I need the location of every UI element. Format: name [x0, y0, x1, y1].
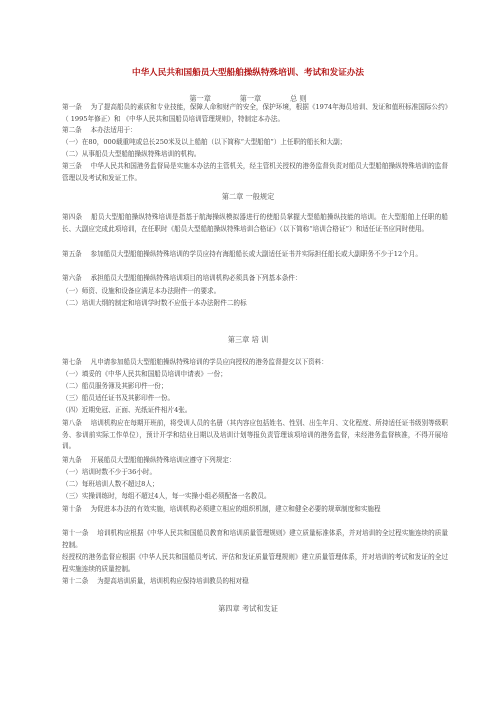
article-8: 第八条 培训机构应在每期开班前，将受训人员的名册（其内容应包括姓名、性别、出生年月、文化程度、所持适任证书级别等级职务、参训前实际工作单位），预计开学和结业日期以及培训计划等报负责管理该项培训的港务监督，未经港务监督核准，不得开展培训。	[62, 419, 448, 450]
article-9-item-1: （一）培训时数不少于36小时。	[62, 468, 157, 476]
article-7-item-4: （四）近期免冠、正面、光纸证件相片4张。	[62, 406, 192, 414]
article-11-paragraph-2: 经授权的港务监督应根据《中华人民共和国船员考试、评估和发证质量管理规则》建立质量管理体系，并对培训的考试和发证的全过程实施连续的质量控制。	[62, 553, 448, 573]
article-7-item-3: （三）船员适任证书及其影印件一份。	[62, 394, 175, 402]
article-2-item-1: （一）在80，000载重吨或总长250米及以上船舶（以下简称“大型船舶”）上任职的船长和大副；	[62, 138, 347, 146]
article-2-item-2: （二）从事船员大型船舶操纵特殊培训的机构。	[62, 150, 201, 158]
article-2: 第二条 本办法适用于：	[62, 126, 137, 134]
article-12: 第十二条 为提高培训质量，培训机构应保持培训教员的相对稳	[62, 577, 249, 585]
article-1: 第一条 为了提高船员的素质和专业技能，保障人命和财产的安全，保护环境，根据《1974年海员培训、发证和值班标准国际公约》（ 1995年修正）和 《中华人民共和国船员培训管理规则》，特制定本办法。	[62, 103, 448, 123]
article-7-item-2: （二）船员服务簿及其影印件一份；	[62, 382, 168, 390]
article-6-item-1: （一）师资、设施和设备应满足本办法附件一的要求。	[62, 287, 221, 295]
chapter-1-heading: 第一章 第一章 总 则	[189, 94, 307, 103]
article-4: 第四条 船员大型船舶操纵特殊培训是指基于航海操纵模拟器进行的使船员掌握大型船舶操纵技能的培训。在大型船舶上任职的船长、大副应完成此项培训，在任职时《船员大型船舶操纵特殊培训合格证》（以下简称“培训合格证”）和适任证书应同时使用。	[62, 213, 448, 233]
article-11: 第十一条 培训机构应根据《中华人民共和国船员教育和培训质量管理规则》建立质量标准体系，并对培训的全过程实施连续的质量控制。	[62, 529, 448, 549]
article-9-item-2: （二）每班培训人数不超过8人；	[62, 480, 159, 488]
article-3: 第三条 中华人民共和国港务监督局是实施本办法的主管机关，经主管机关授权的港务监督负责对船员大型船舶操纵特殊培训的监督管理以及考试和发证工作。	[62, 162, 448, 182]
article-7: 第七条 凡申请参加船员大型船舶操纵特殊培训的学员应向授权的港务监督提交以下资料：	[62, 358, 328, 366]
article-9: 第九条 开展船员大型船舶操纵特殊培训应遵守下列规定：	[62, 456, 236, 464]
article-10: 第十条 为促进本办法的有效实施，培训机构必须建立相应的组织机制，建立和健全必要的规章制度和实施程	[62, 505, 381, 513]
article-7-item-1: （一）填妥的《中华人民共和国船员培训申请表》一份；	[62, 370, 227, 378]
article-5: 第五条 参加船员大型船舶操纵特殊培训的学员应持有海船船长或大副适任证书并实际担任船长或大副职务不少于12个月。	[62, 250, 422, 258]
chapter-4-heading: 第四章 考试和发证	[218, 604, 278, 613]
article-9-item-3: （三）实操训练时，每组不超过4人，每一实操小组必须配备一名教员。	[62, 492, 271, 500]
chapter-2-heading: 第二章 一般规定	[221, 192, 275, 201]
article-6-item-2: （二）培训大纲的制定和培训学时数不应低于本办法附件二的标	[62, 299, 247, 307]
chapter-3-heading: 第三章 培 训	[227, 335, 269, 344]
article-6: 第六条 承担船员大型船舶操纵特殊培训项目的培训机构必须具备下列基本条件：	[62, 274, 302, 282]
document-title: 中华人民共和国船员大型船舶操纵特殊培训、考试和发证办法	[131, 68, 365, 78]
